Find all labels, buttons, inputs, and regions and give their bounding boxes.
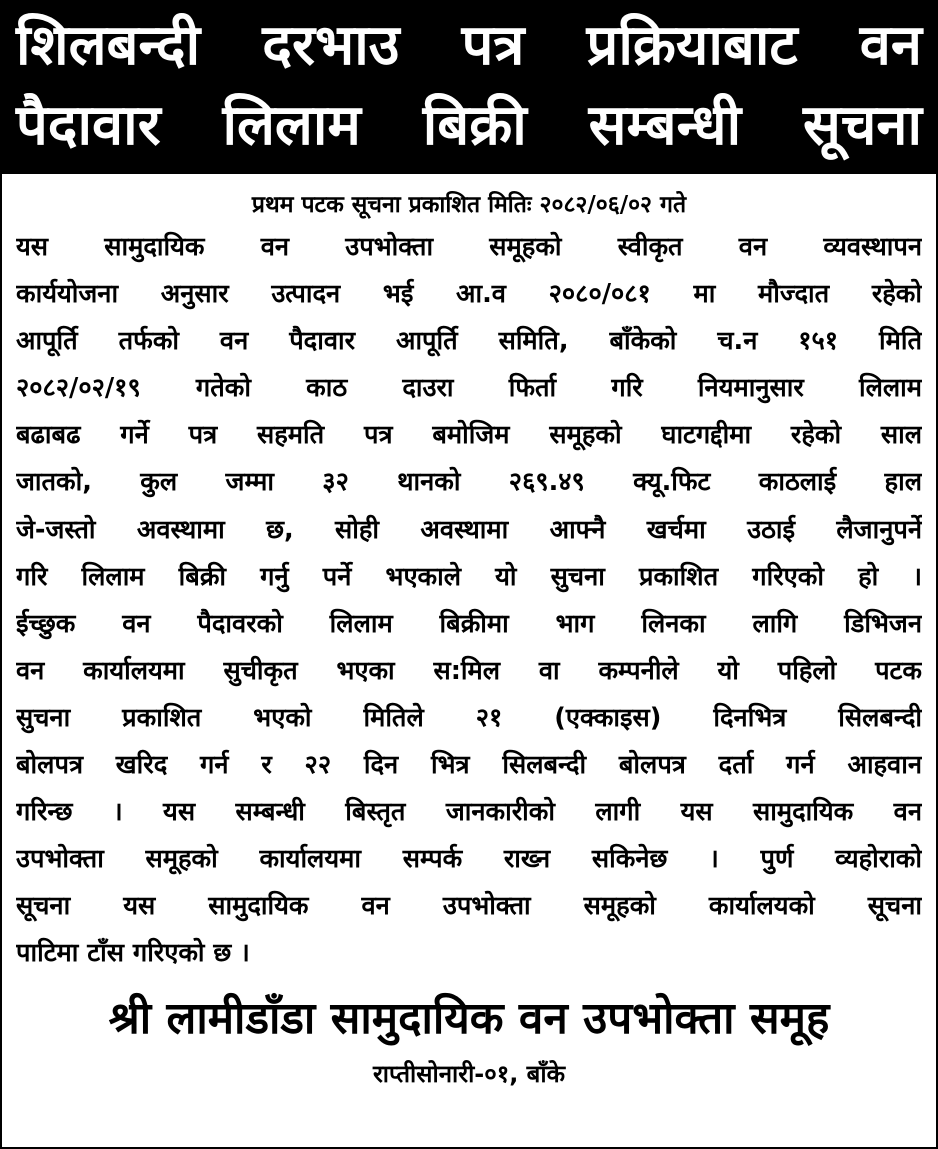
- body-line: जे-जस्तो अवस्थामा छ, सोही अवस्थामा आफ्नै खर्चमा उठाई लैजानुपर्ने: [16, 514, 922, 545]
- notice-body: [2, 224, 936, 978]
- body-line: गरि लिलाम बिक्री गर्नु पर्ने भएकाले यो सुचना प्रकाशित गरिएको हो ।: [16, 561, 922, 592]
- body-line: सूचना यस सामुदायिक वन उपभोक्ता समूहको कार्यालयको सूचना: [16, 891, 922, 922]
- body-line: ईच्छुक वन पैदावरको लिलाम बिक्रीमा भाग लिनका लागि डिभिजन: [16, 608, 922, 639]
- body-line: उपभोक्ता समूहको कार्यालयमा सम्पर्क राख्न सकिनेछ । पुर्ण व्यहोराको: [16, 844, 922, 875]
- organization-address: राप्तीसोनारी-०१, बाँके: [372, 1059, 566, 1088]
- body-line: बोलपत्र खरिद गर्न र २२ दिन भित्र सिलबन्दी बोलपत्र दर्ता गर्न आहवान: [16, 750, 922, 781]
- organization-name: श्री लामीडाँडा सामुदायिक वन उपभोक्ता समूह: [108, 992, 830, 1044]
- body-line: सुचना प्रकाशित भएको मितिले २१ (एक्काइस) दिनभित्र सिलबन्दी: [16, 702, 922, 733]
- title-line-2: पैदावार लिलाम बिक्री सम्बन्धी सूचना: [16, 93, 922, 158]
- published-date-note: प्रथम पटक सूचना प्रकाशित मितिः २०८२/०६/०२ गते: [251, 192, 687, 218]
- body-line: बढाबढ गर्ने पत्र सहमति पत्र बमोजिम समूहको घाटगद्दीमा रहेको साल: [16, 420, 922, 451]
- body-line: वन कार्यालयमा सुचीकृत भएका स:मिल वा कम्पनीले यो पहिलो पटक: [16, 655, 922, 686]
- body-line: कार्ययोजना अनुसार उत्पादन भई आ.व २०८०/०८१ मा मौज्दात रहेको: [16, 279, 922, 310]
- body-line: यस सामुदायिक वन उपभोक्ता समूहको स्वीकृत वन व्यवस्थापन: [16, 232, 922, 262]
- title-line-1: शिलबन्दी दरभाउ पत्र प्रक्रियाबाट वन: [16, 13, 922, 78]
- body-line: गरिन्छ । यस सम्बन्धी बिस्तृत जानकारीको लागी यस सामुदायिक वन: [16, 797, 922, 828]
- body-line: पाटिमा टाँस गरिएको छ ।: [16, 938, 250, 969]
- body-line: आपूर्ति तर्फको वन पैदावार आपूर्ति समिति, बाँकेको च.न १५१ मिति: [16, 326, 922, 357]
- body-line: २०८२/०२/१९ गतेको काठ दाउरा फिर्ता गरि नियमानुसार लिलाम: [16, 373, 922, 404]
- notice-header: [2, 2, 936, 174]
- body-line: जातको, कुल जम्मा ३२ थानको २६९.४९ क्यू.फिट काठलाई हाल: [16, 467, 922, 498]
